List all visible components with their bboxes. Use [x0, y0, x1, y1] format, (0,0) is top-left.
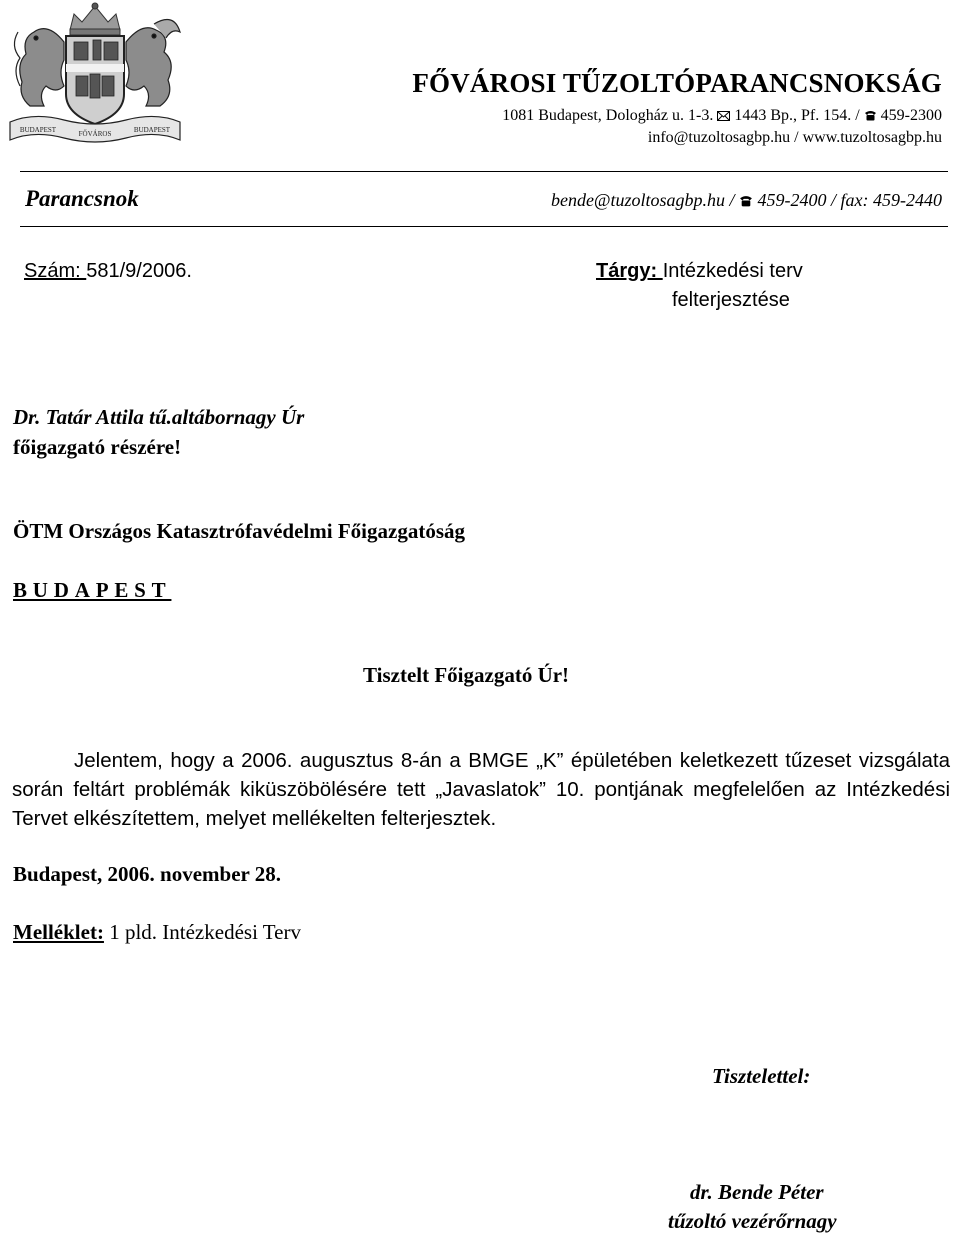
signer-title: tűzoltó vezérőrnagy: [668, 1209, 837, 1233]
address-line: [300, 107, 942, 125]
recipient-agency: ÖTM Országos Katasztrófavédelmi Főigazgatóság: [13, 519, 465, 543]
closing: Tisztelettel:: [712, 1064, 811, 1088]
letter-date: Budapest, 2006. november 28.: [13, 862, 281, 886]
attachment-line: [13, 920, 301, 945]
commander-title: Parancsnok: [25, 186, 139, 211]
reference-number: [24, 260, 192, 283]
signer-name: dr. Bende Péter: [690, 1180, 824, 1204]
letter-body: Jelentem, hogy a 2006. augusztus 8-án a BMGE „K” épületében keletkezett tűzeset vizsgálata során feltárt problémák kiküszöbölésére tett „Javaslatok” 10. pontjának megfelelően az Intézkedési Tervet elkészítettem, melyet mellékelten felterjesztek.: [12, 749, 950, 830]
street-address: 1081 Budapest, Dologház u. 1-3.: [502, 107, 714, 124]
postal-address: 1443 Bp., Pf. 154. /: [734, 107, 860, 124]
header-divider-bottom: [20, 226, 948, 227]
number-value: 581/9/2006.: [86, 260, 192, 282]
subject-label: Tárgy:: [596, 260, 663, 282]
header-divider-top: [20, 171, 948, 172]
attachment-label: Melléklet:: [13, 920, 104, 944]
ribbon-text-right: BUDAPEST: [133, 126, 171, 134]
envelope-icon: [717, 107, 730, 125]
salutation: Tisztelt Főigazgató Úr!: [363, 663, 570, 687]
coat-of-arms-logo: [4, 2, 186, 148]
telephone-icon: [864, 107, 877, 125]
ribbon-text-center: FŐVÁROS: [78, 130, 112, 138]
commander-phone-fax: 459-2400 / fax: 459-2440: [757, 190, 942, 210]
organization-name: FŐVÁROSI TŰZOLTÓPARANCSNOKSÁG: [412, 68, 942, 98]
telephone-icon: [739, 190, 753, 211]
subject-value-line1: Intézkedési terv: [662, 260, 803, 282]
number-label: Szám:: [24, 260, 87, 282]
attachment-value: 1 pld. Intézkedési Terv: [103, 920, 301, 944]
ribbon-text-left: BUDAPEST: [19, 126, 57, 134]
recipient-name: Dr. Tatár Attila tű.altábornagy Úr: [13, 405, 305, 429]
commander-email[interactable]: bende@tuzoltosagbp.hu /: [550, 190, 735, 210]
recipient-city: BUDAPEST: [13, 578, 172, 602]
phone-number: 459-2300: [880, 107, 942, 124]
subject-value-line2: felterjesztése: [672, 289, 790, 311]
recipient-role: főigazgató részére!: [13, 435, 182, 459]
commander-contact: [400, 190, 942, 211]
web-contact[interactable]: info@tuzoltosagbp.hu / www.tuzoltosagbp.hu: [647, 129, 942, 146]
subject-line: [596, 260, 803, 283]
